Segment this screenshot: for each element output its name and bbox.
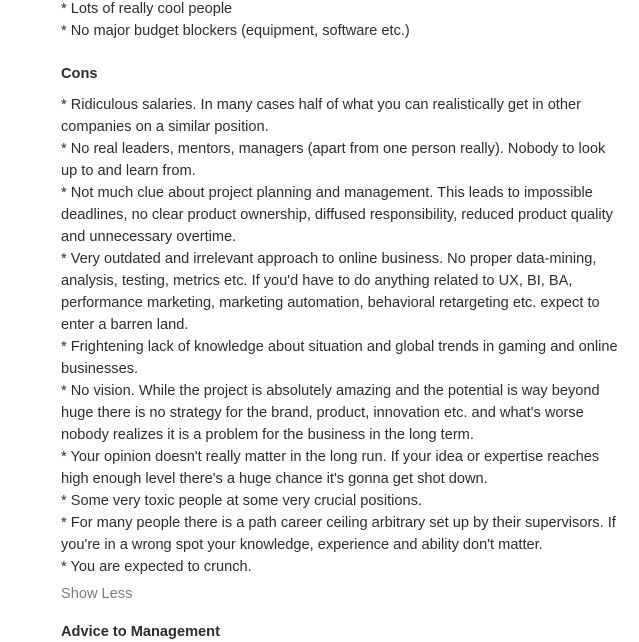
cons-item: * Very outdated and irrelevant approach to online business. No proper data-mining, analysis, testing, metrics etc. If you'd have to do anything related to UX, BI, BA, performance marketing, marketing automation, behavioral retargeting etc. expect to enter a barren land.: [61, 251, 600, 333]
cons-item: * Frightening lack of knowledge about situation and global trends in gaming and online businesses.: [61, 339, 618, 377]
cons-item: * Your opinion doesn't really matter in the long run. If your idea or expertise reaches high enough level there's a huge chance it's gonna get shot down.: [61, 449, 600, 487]
cons-heading: Cons: [61, 66, 98, 82]
advice-heading: Advice to Management: [61, 624, 220, 640]
pros-item: * No major budget blockers (equipment, software etc.): [61, 23, 410, 39]
review-body: [61, 0, 621, 642]
cons-item: * Not much clue about project planning and management. This leads to impossible deadlines, no clear product ownership, diffused responsibility, reduced product quality and unnecessary overtime.: [61, 185, 613, 245]
cons-item: * No real leaders, mentors, managers (apart from one person really). Nobody to look up to and learn from.: [61, 141, 606, 179]
cons-item: * For many people there is a path career ceiling arbitrary set up by their supervisors. If you're in a wrong spot your knowledge, experience and ability don't matter.: [61, 515, 616, 553]
cons-list: [61, 94, 621, 578]
cons-item: * No vision. While the project is absolutely amazing and the potential is way beyond huge there is no strategy for the brand, product, innovation etc. and what's worse nobody realizes it is a problem for the business in the long term.: [61, 383, 600, 443]
pros-list: [61, 0, 621, 42]
cons-item: * You are expected to crunch.: [61, 559, 252, 575]
pros-item: * Lots of really cool people: [61, 1, 233, 17]
show-less-link[interactable]: Show Less: [61, 586, 133, 602]
cons-item: * Some very toxic people at some very crucial positions.: [61, 493, 422, 509]
cons-item: * Ridiculous salaries. In many cases half of what you can realistically get in other companies on a similar position.: [61, 97, 581, 135]
